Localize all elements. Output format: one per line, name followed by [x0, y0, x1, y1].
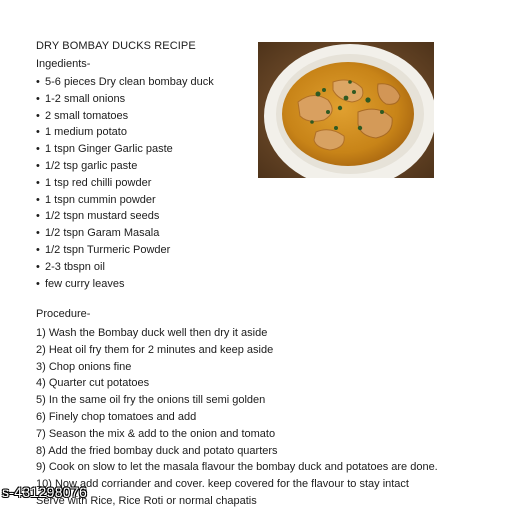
- ingredient-item: • 5-6 pieces Dry clean bombay duck: [36, 76, 214, 88]
- procedure-step: 2) Heat oil fry them for 2 minutes and keep aside: [36, 343, 274, 356]
- curry-bowl-illustration: [258, 42, 434, 178]
- procedure-step: 6) Finely chop tomatoes and add: [36, 410, 197, 423]
- procedure-step: 5) In the same oil fry the onions till semi golden: [36, 394, 266, 407]
- procedure-step: 3) Chop onions fine: [36, 360, 132, 373]
- ingredient-item: • 2 small tomatoes: [36, 109, 129, 122]
- procedure-step: Serve with Rice, Rice Roti or normal chapatis: [36, 494, 257, 507]
- ingredient-item: • 1/2 tspn mustard seeds: [36, 210, 160, 223]
- watermark-id: s-431298076: [2, 484, 88, 500]
- procedure-list: [36, 325, 438, 510]
- ingredient-item: • 1 tspn Ginger Garlic paste: [36, 143, 173, 156]
- ingredient-item: • 1 medium potato: [36, 126, 127, 139]
- curry-bowl-photo: [258, 42, 434, 178]
- ingredients-list: [36, 74, 214, 292]
- ingredient-item: • 2-3 tbspn oil: [36, 260, 105, 273]
- ingredient-item: • 1 tspn cummin powder: [36, 193, 156, 206]
- recipe-title: DRY BOMBAY DUCKS RECIPE: [36, 40, 196, 52]
- ingredient-item: • 1/2 tspn Turmeric Powder: [36, 243, 171, 256]
- procedure-heading: Procedure-: [36, 308, 91, 320]
- ingredient-item: • few curry leaves: [36, 277, 125, 290]
- ingredient-item: • 1/2 tspn Garam Masala: [36, 227, 160, 240]
- procedure-step: 8) Add the fried bombay duck and potato quarters: [36, 444, 278, 457]
- ingredient-item: • 1-2 small onions: [36, 92, 126, 105]
- ingredient-item: • 1 tsp red chilli powder: [36, 176, 152, 189]
- procedure-step: 9) Cook on slow to let the masala flavour the bombay duck and potatoes are done.: [36, 461, 438, 474]
- ingredients-heading: Ingedients-: [36, 58, 91, 70]
- procedure-step: 10) Now add corriander and cover. keep covered for the flavour to stay intact: [36, 478, 409, 491]
- procedure-step: 4) Quarter cut potatoes: [36, 377, 150, 390]
- ingredient-item: • 1/2 tsp garlic paste: [36, 159, 138, 172]
- procedure-step: 7) Season the mix & add to the onion and tomato: [36, 427, 276, 440]
- procedure-step: 1) Wash the Bombay duck well then dry it aside: [36, 327, 268, 339]
